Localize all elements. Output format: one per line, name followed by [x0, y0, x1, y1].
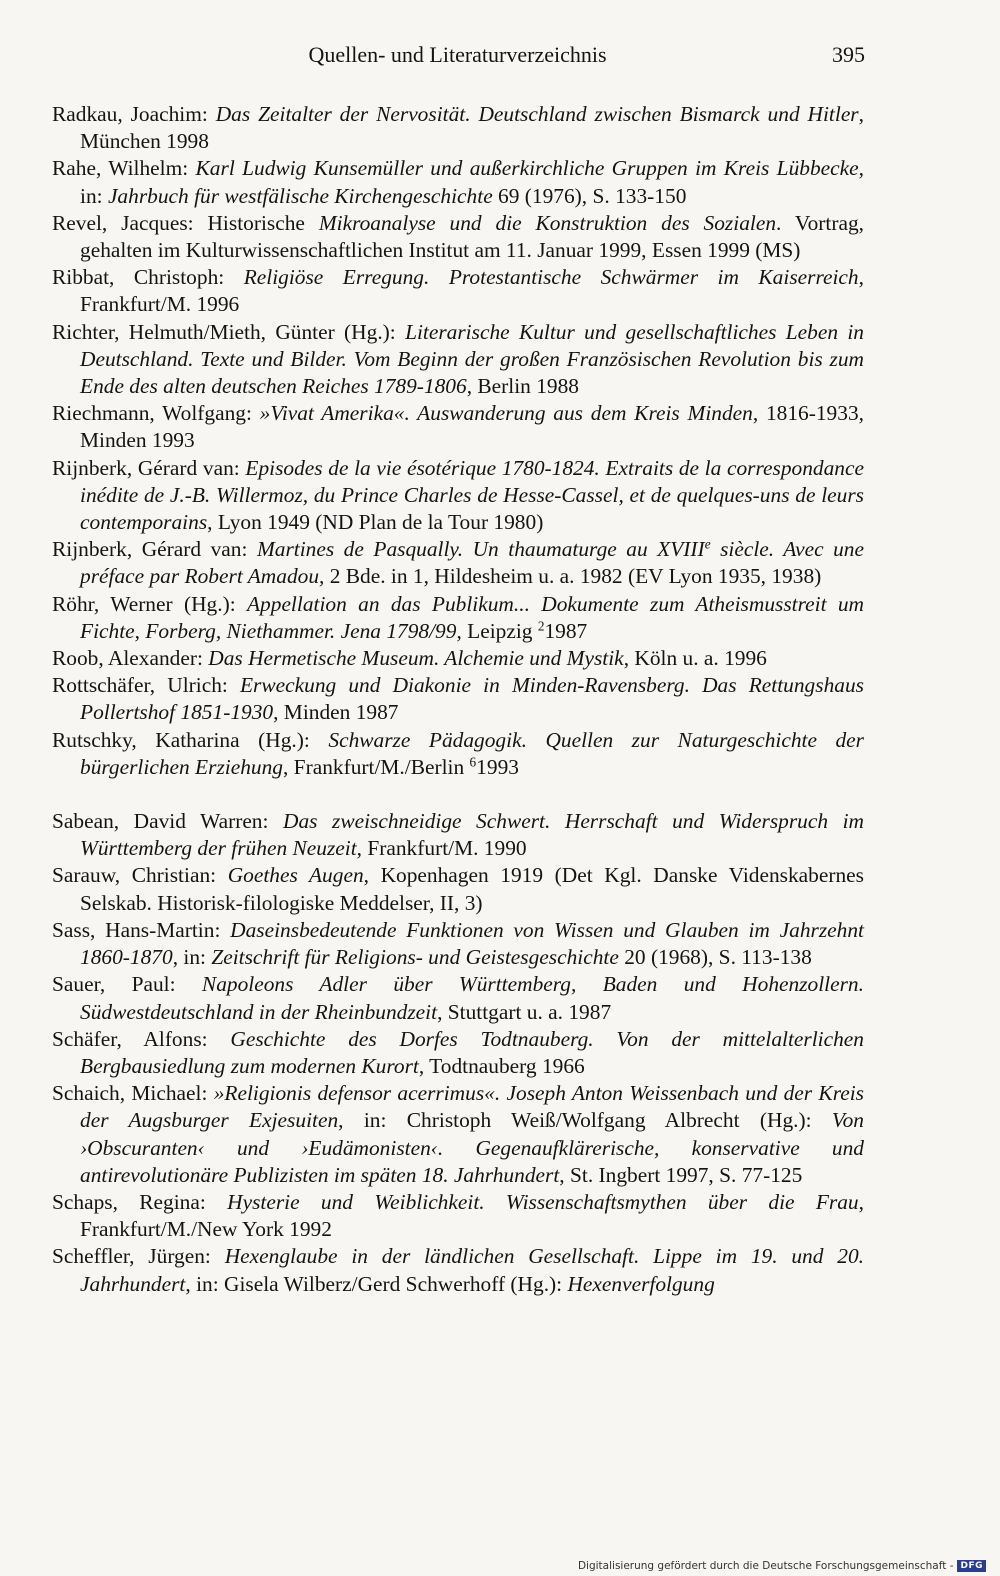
- entry-title-text: Hysterie und Weiblichkeit. Wissenschaftsmythen über die Frau: [227, 1189, 859, 1214]
- entry-text: Scheffler, Jürgen:: [52, 1244, 225, 1269]
- page-number: 395: [832, 42, 865, 67]
- bibliography-entry: [52, 971, 864, 1025]
- entry-text: Radkau, Joachim:: [52, 102, 216, 126]
- bibliography-entry: [52, 210, 864, 264]
- entry-text: , Frankfurt/M./New York 1992: [80, 1189, 864, 1242]
- entry-text: Sabean, David Warren:: [52, 809, 283, 834]
- bibliography-entry: [52, 264, 864, 318]
- entry-title-text: Das Zeitalter der Nervosität. Deutschland zwischen Bismarck und Hitler: [215, 102, 859, 126]
- bibliography-entry: [52, 862, 864, 916]
- bibliography-entry: [52, 645, 864, 672]
- bibliography-entry: [52, 536, 864, 590]
- digitization-footer: [578, 1560, 986, 1572]
- entry-text: , Todtnauberg 1966: [418, 1053, 585, 1078]
- entry-text: , in: Christoph Weiß/Wolfgang Albrecht (Hg.):: [338, 1108, 832, 1133]
- running-head: [50, 38, 865, 72]
- running-title: Quellen- und Literaturverzeichnis: [308, 42, 607, 67]
- entry-text: 1993: [476, 754, 519, 779]
- entry-text: 20 (1968), S. 113-138: [618, 945, 812, 970]
- bibliography-list: [52, 101, 864, 1298]
- entry-title-text: Schwarze Pädagogik. Quellen zur Naturgeschichte der bürgerlichen Erziehung: [80, 727, 865, 779]
- entry-title-text: Appellation an das Publikum... Dokumente zum Atheismusstreit um Fichte, Forberg, Niethammer. Jena 1798/99: [80, 591, 864, 643]
- entry-title-text: Hexenglaube in der ländlichen Gesellschaft. Lippe im 19. und 20. Jahrhundert: [80, 1244, 864, 1296]
- entry-text: Rottschäfer, Ulrich:: [52, 673, 240, 698]
- bibliography-entry: [52, 455, 864, 537]
- entry-text: Rahe, Wilhelm:: [52, 156, 196, 181]
- entry-text: Richter, Helmuth/Mieth, Günter (Hg.):: [52, 319, 406, 344]
- bibliography-entry: [52, 1026, 864, 1080]
- bibliography-entry: [52, 319, 864, 401]
- entry-text: 2 Bde. in 1, Hildesheim u. a. 1982 (EV Lyon 1935, 1938): [324, 564, 822, 589]
- entry-title-text: Daseinsbedeutende Funktionen von Wissen und Glauben im Jahrzehnt 1860-1870: [80, 917, 864, 970]
- entry-title-text: e: [704, 536, 711, 552]
- entry-text: Sass, Hans-Martin:: [52, 917, 231, 942]
- entry-title-text: Geschichte des Dorfes Todtnauberg. Von der mittelalterlichen Bergbausiedlung zum modernen Kurort: [80, 1026, 864, 1078]
- entry-text: , 1816-1933, Minden 1993: [80, 401, 864, 453]
- entry-text: . Vortrag, gehalten im Kulturwissenschaftlichen Institut am 11. Januar 1999, Essen 1999 (MS): [80, 210, 864, 263]
- entry-title-text: Das zweischneidige Schwert. Herrschaft und Widerspruch im Württemberg der frühen Neuzeit: [80, 809, 864, 861]
- bibliography-entry: [52, 400, 864, 454]
- entry-text: Roob, Alexander:: [52, 646, 209, 671]
- entry-text: , in:: [172, 945, 212, 970]
- entry-text: Sarauw, Christian:: [52, 863, 228, 888]
- bibliography-entry: [52, 808, 864, 862]
- entry-text: , Berlin 1988: [466, 374, 579, 399]
- bibliography-entry: [52, 1189, 864, 1243]
- entry-text: , Minden 1987: [273, 700, 399, 725]
- entry-text: , München 1998: [80, 102, 864, 154]
- entry-text: Rijnberk, Gérard van:: [52, 537, 257, 562]
- entry-title-text: Hexenverfolgung: [567, 1271, 715, 1296]
- entry-title-text: siècle. Avec une préface par Robert Amadou,: [80, 537, 865, 589]
- entry-text: Schaich, Michael:: [52, 1081, 214, 1106]
- entry-text: Ribbat, Christoph:: [52, 265, 244, 290]
- entry-title-text: Zeitschrift für Religions- und Geistesgeschichte: [211, 945, 619, 970]
- entry-text: Schaps, Regina:: [52, 1189, 228, 1214]
- bibliography-entry: [52, 672, 864, 726]
- entry-text: Röhr, Werner (Hg.):: [52, 591, 247, 616]
- entry-text: , in: Gisela Wilberz/Gerd Schwerhoff (Hg.):: [185, 1271, 568, 1296]
- entry-title-text: Mikroanalyse und die Konstruktion des Sozialen: [318, 210, 777, 235]
- entry-text: Revel, Jacques: Historische: [52, 210, 319, 235]
- entry-text: , Köln u. a. 1996: [623, 646, 767, 671]
- entry-title-text: Literarische Kultur und gesellschaftliches Leben in Deutschland. Texte und Bilder. Vom Beginn der großen Französischen Revolution bis zum Ende des alten deutschen Reiches 1789-1806: [80, 319, 864, 399]
- bibliography-entry: [52, 1243, 864, 1297]
- entry-text: 1987: [544, 618, 588, 643]
- entry-text: , Leipzig: [456, 618, 538, 643]
- entry-text: , Lyon 1949 (ND Plan de la Tour 1980): [207, 510, 544, 535]
- entry-text: Sauer, Paul:: [52, 972, 202, 997]
- entry-text: 2: [537, 618, 545, 634]
- entry-text: , Stuttgart u. a. 1987: [437, 999, 612, 1024]
- bibliography-entry: [52, 1080, 864, 1189]
- entry-text: , Frankfurt/M./Berlin: [282, 754, 470, 779]
- footer-text: Digitalisierung gefördert durch die Deutsche Forschungsgemeinschaft -: [577, 1560, 954, 1572]
- entry-text: , Kopenhagen 1919 (Det Kgl. Danske Videnskabernes Selskab. Historisk-filologiske Meddelser, II, 3): [80, 863, 864, 915]
- bibliography-entry: [52, 727, 864, 781]
- dfg-logo: DFG: [957, 1560, 986, 1572]
- entry-text: , St. Ingbert 1997, S. 77-125: [559, 1162, 803, 1187]
- entry-title-text: Religiöse Erregung. Protestantische Schwärmer im Kaiserreich: [243, 265, 859, 290]
- entry-title-text: »Vivat Amerika«. Auswanderung aus dem Kreis Minden: [259, 401, 753, 426]
- entry-title-text: Napoleons Adler über Württemberg, Baden und Hohenzollern. Südwestdeutschland in der Rheinbundzeit: [80, 972, 864, 1024]
- entry-title-text: Von ›Obscuranten‹ und ›Eudämonisten‹. Gegenaufklärerische, konservative und antirevolutionäre Publizisten im späten 18. Jahrhundert: [80, 1108, 864, 1187]
- entry-title-text: Jahrbuch für westfälische Kirchengeschichte: [107, 183, 493, 208]
- entry-title-text: Episodes de la vie ésotérique 1780-1824. Extraits de la correspondance inédite de J.-B. Willermoz, du Prince Charles de Hesse-Cassel, et de quelques-uns de leurs contemporains: [80, 455, 864, 535]
- entry-title-text: Goethes Augen: [227, 863, 364, 888]
- entry-text: , Frankfurt/M. 1996: [80, 265, 864, 317]
- bibliography-entry: [52, 155, 864, 209]
- entry-text: Rijnberk, Gérard van:: [52, 455, 246, 480]
- bibliography-entry: [52, 917, 864, 971]
- entry-title-text: Karl Ludwig Kunsemüller und außerkirchliche Gruppen im Kreis Lübbecke: [195, 156, 859, 181]
- entry-title-text: Erweckung und Diakonie in Minden-Ravensberg. Das Rettungshaus Pollertshof 1851-1930: [80, 673, 864, 725]
- entry-text: Rutschky, Katharina (Hg.):: [52, 727, 329, 752]
- entry-title-text: Martines de Pasqually. Un thaumaturge au XVIII: [256, 537, 705, 562]
- entry-text: 6: [469, 754, 477, 770]
- entry-text: 69 (1976), S. 133-150: [492, 183, 687, 208]
- entry-text: Riechmann, Wolfgang:: [52, 401, 260, 426]
- entry-title-text: »Religionis defensor acerrimus«. Joseph Anton Weissenbach und der Kreis der Augsburger Exjesuiten: [80, 1081, 864, 1133]
- entry-text: , in:: [80, 156, 865, 208]
- bibliography-entry: [52, 101, 864, 155]
- entry-text: Schäfer, Alfons:: [52, 1026, 231, 1051]
- entry-text: , Frankfurt/M. 1990: [356, 836, 527, 861]
- entry-title-text: Das Hermetische Museum. Alchemie und Mystik: [208, 646, 624, 671]
- bibliography-entry: [52, 591, 864, 645]
